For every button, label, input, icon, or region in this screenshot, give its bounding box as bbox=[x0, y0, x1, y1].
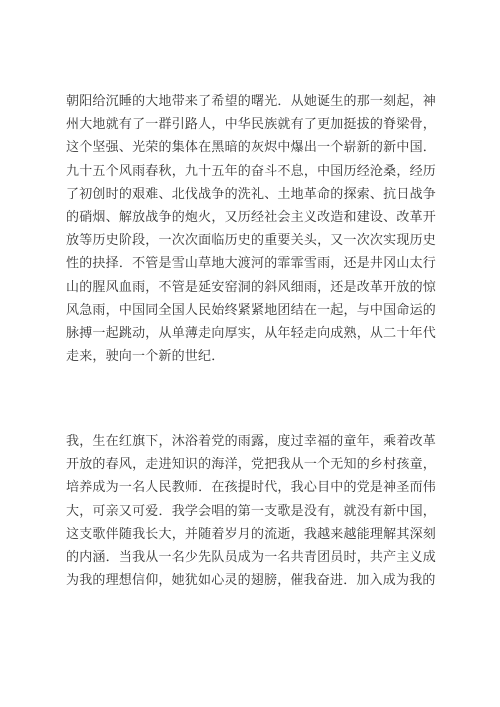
paragraph-history: 朝阳给沉睡的大地带来了希望的曙光．从她诞生的那一刻起，神州大地就有了一群引路人，中华民族就有了更加挺拔的脊梁骨，这个坚强、光荣的集体在黑暗的灰烬中爆出一个崭新的新中国．九十五个风雨春秋，九十五年的奋斗不息，中国历经沧桑，经历了初创时的艰难、北伐战争的洗礼、土地革命的探索、抗日战争的硝烟、解放战争的炮火，又历经社会主义改造和建设、改革开放等历史阶段，一次次面临历史的重要关头，又一次次实现历史性的抉择．不管是雪山草地大渡河的霏霏雪雨，还是井冈山太行山的腥风血雨，不管是延安窑洞的斜风细雨，还是改革开放的惊风急雨，中国同全国人民始终紧紧地团结在一起，与中国命运的脉搏一起跳动，从单薄走向厚实，从年轻走向成熟，从二十年代走来，驶向一个新的世纪． bbox=[66, 94, 436, 365]
paragraph-personal: 我，生在红旗下，沐浴着党的雨露，度过幸福的童年，乘着改革开放的春风，走进知识的海洋，党把我从一个无知的乡村孩童，培养成为一名人民教师．在孩提时代，我心目中的党是神圣而伟大，可亲又可爱．我学会唱的第一支歌是没有，就没有新中国，这支歌伴随我长大，并随着岁月的流逝，我越来越能理解其深刻的内涵．当我从一名少先队员成为一名共青团员时，共产主义成为我的理想信仰，她犹如心灵的翅膀，催我奋进．加入成为我的 bbox=[66, 434, 436, 589]
